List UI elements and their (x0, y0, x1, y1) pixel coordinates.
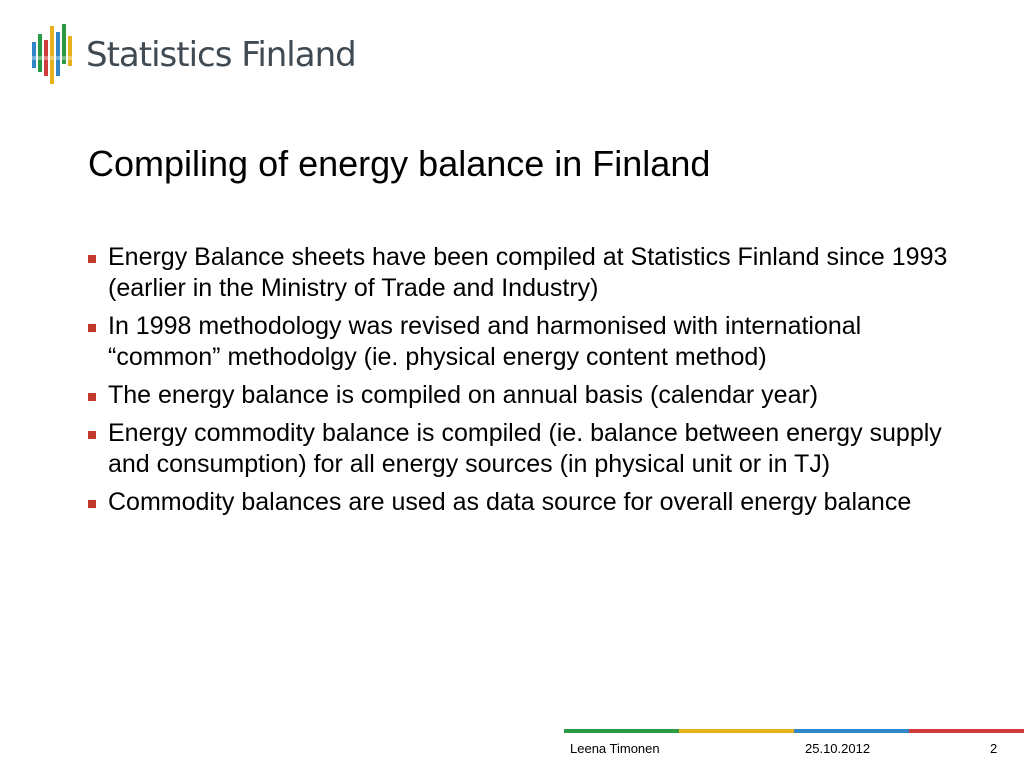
bullet-item (88, 311, 948, 373)
footer-page-number: 2 (990, 741, 998, 756)
bullet-list (88, 242, 948, 525)
logo-text: Statistics Finland (86, 35, 356, 75)
bullet-text: Energy commodity balance is compiled (ie. balance between energy supply and consumption) for all energy sources (in physical unit or in TJ) (108, 419, 942, 478)
bullet-text: Energy Balance sheets have been compiled at Statistics Finland since 1993 (earlier in the Ministry of Trade and Industry) (108, 243, 948, 302)
square-bullet-icon (88, 255, 96, 263)
footer-color-bar (564, 729, 1024, 733)
footer-bar-red (909, 729, 1024, 733)
statistics-finland-logo (30, 22, 356, 88)
bullet-item (88, 380, 948, 411)
square-bullet-icon (88, 431, 96, 439)
footer-bar-blue (794, 729, 909, 733)
slide-title: Compiling of energy balance in Finland (88, 143, 711, 184)
bullet-text: Commodity balances are used as data source for overall energy balance (108, 488, 912, 516)
square-bullet-icon (88, 324, 96, 332)
square-bullet-icon (88, 393, 96, 401)
square-bullet-icon (88, 500, 96, 508)
bullet-item (88, 487, 948, 518)
bullet-item (88, 242, 948, 304)
footer-bar-yellow (679, 729, 794, 733)
bullet-text: In 1998 methodology was revised and harmonised with international “common” methodolgy (ie. physical energy content method) (108, 312, 862, 371)
footer-bar-green (564, 729, 679, 733)
footer-author: Leena Timonen (570, 741, 660, 756)
bullet-text: The energy balance is compiled on annual basis (calendar year) (108, 381, 819, 409)
statistics-finland-logo-mark-icon (30, 22, 74, 88)
bullet-item (88, 418, 948, 480)
footer-date: 25.10.2012 (805, 741, 871, 756)
